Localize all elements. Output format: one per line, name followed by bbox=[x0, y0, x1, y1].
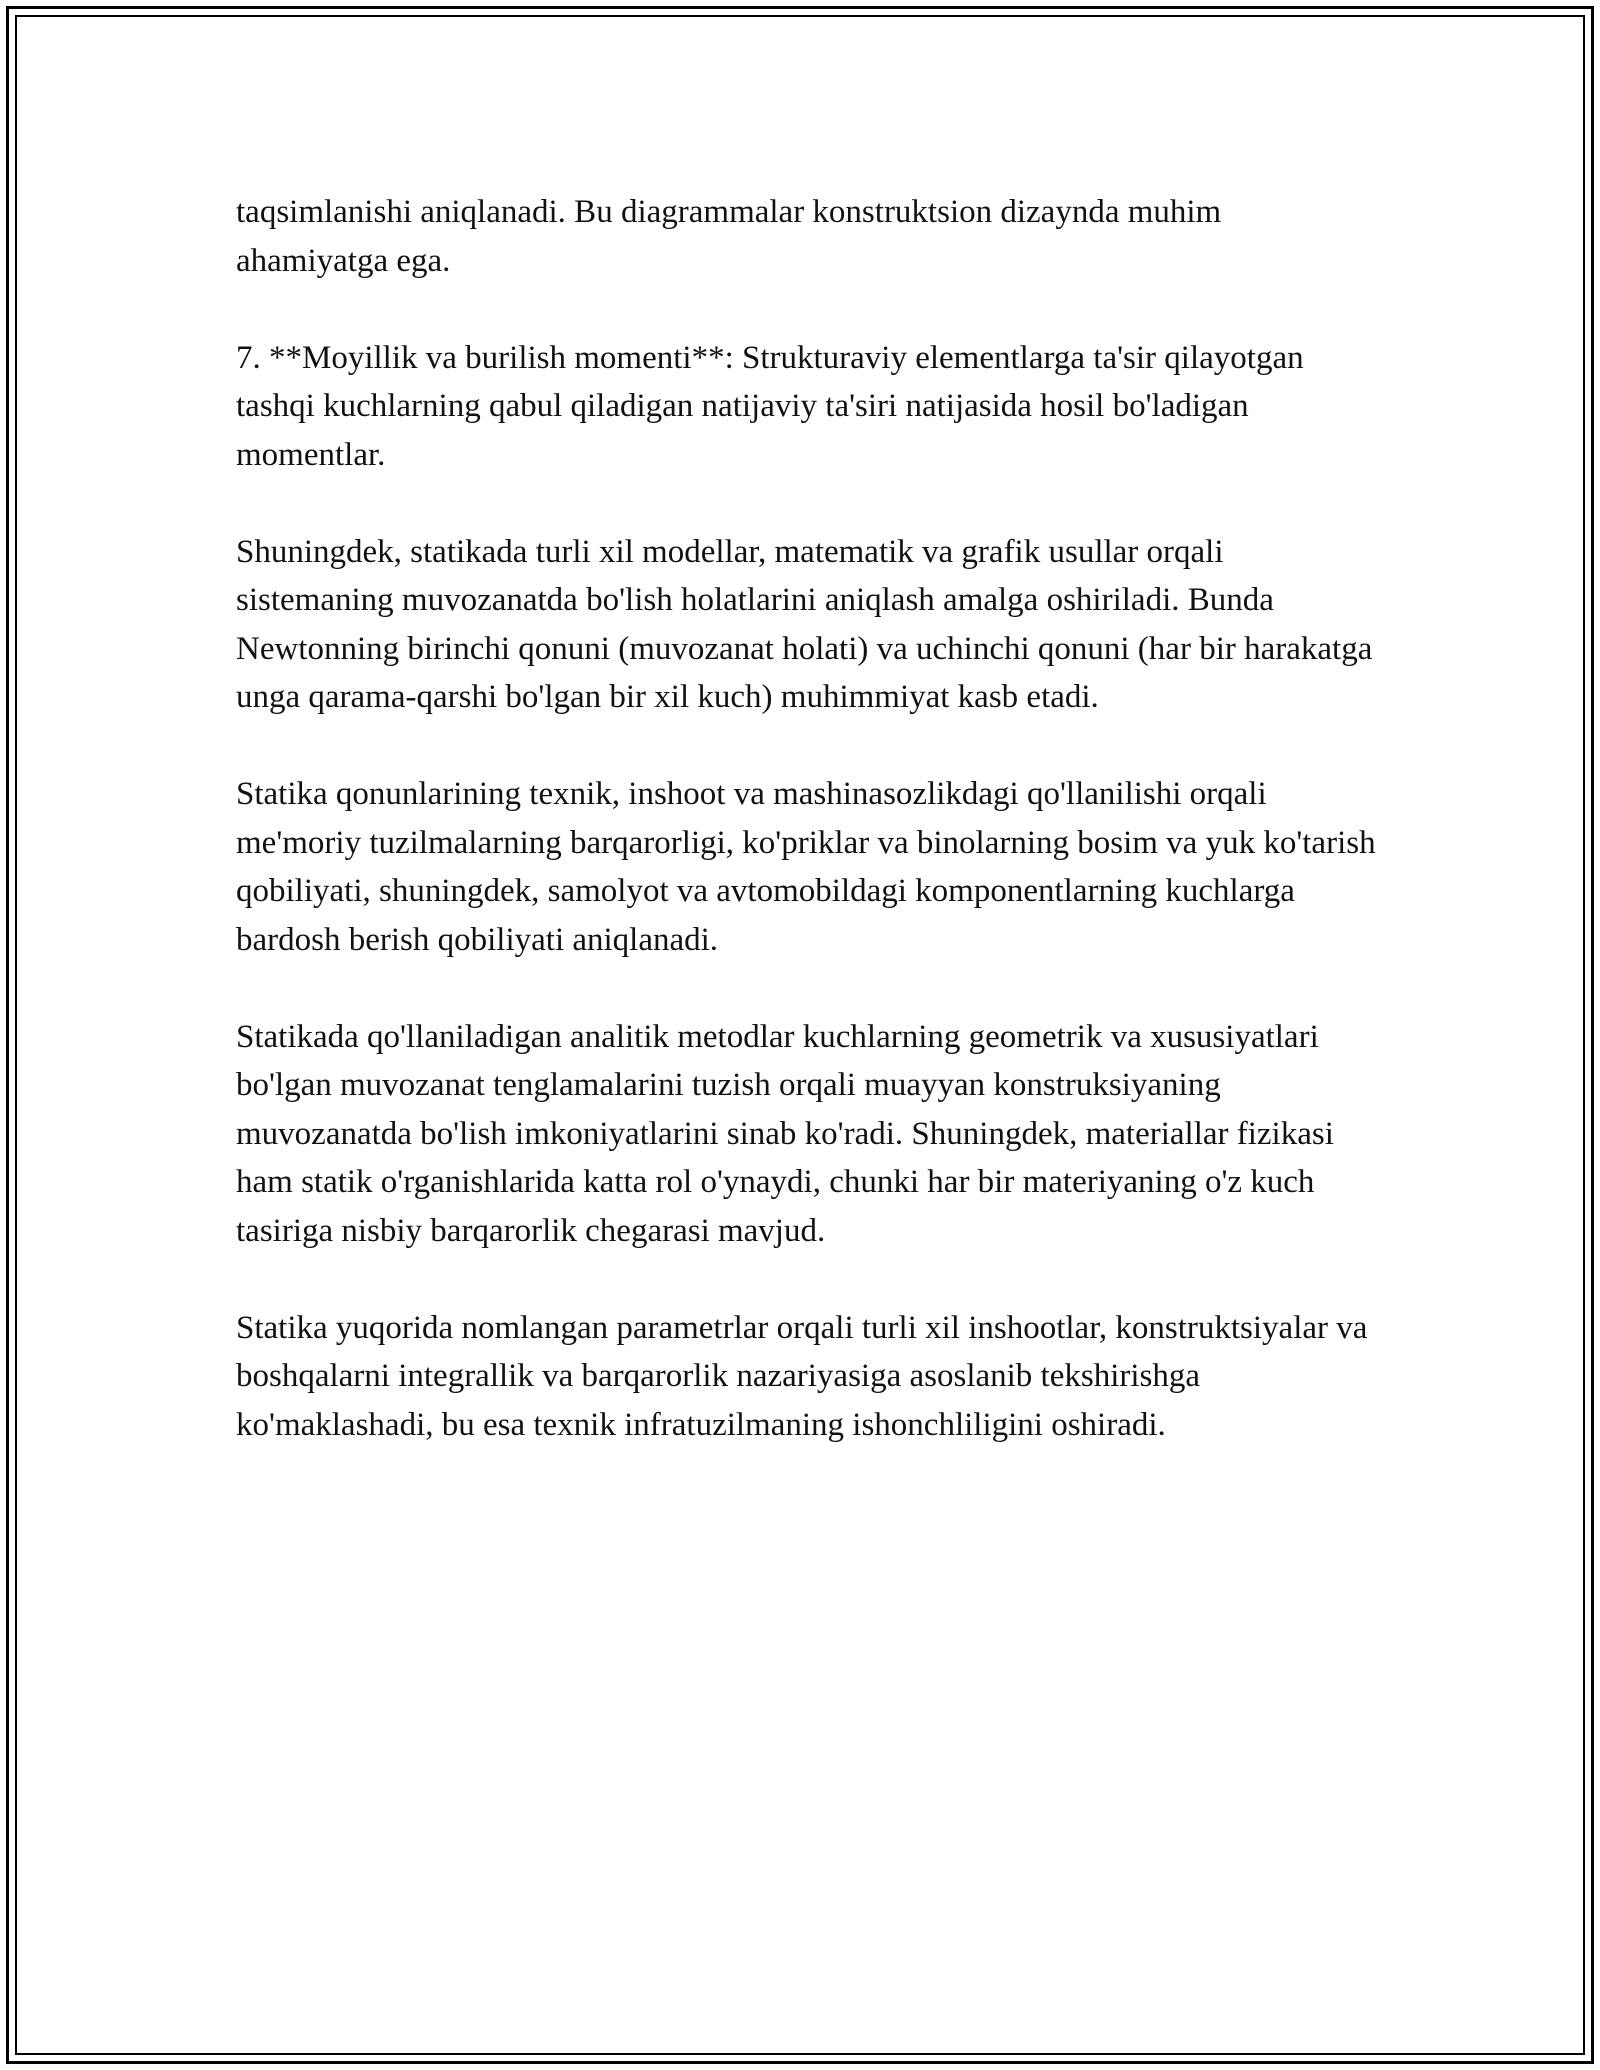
paragraph-6: Statika yuqorida nomlangan parametrlar orqali turli xil inshootlar, konstruktsiyalar va boshqalarni integrallik va barqarorlik nazariyasiga asoslanib tekshirishga ko'maklashadi, bu esa texnik infratuzilmaning ishonchliligini oshiradi. bbox=[236, 1309, 1368, 1443]
document-body bbox=[236, 188, 1378, 1498]
paragraph-5: Statikada qo'llaniladigan analitik metodlar kuchlarning geometrik va xususiyatlari bo'lgan muvozanat tenglamalarini tuzish orqali muayyan konstruksiyaning muvozanatda bo'lish imkoniyatlarini sinab ko'radi. Shuningdek, materiallar fizikasi ham statik o'rganishlarida katta rol o'ynaydi, chunki har bir materiyaning o'z kuch tasiriga nisbiy barqarorlik chegarasi mavjud. bbox=[236, 1018, 1334, 1249]
paragraph-2: 7. **Moyillik va burilish momenti**: Strukturaviy elementlarga ta'sir qilayotgan tashqi kuchlarning qabul qiladigan natijaviy ta'siri natijasida hosil bo'ladigan momentlar. bbox=[236, 339, 1304, 473]
paragraph-4: Statika qonunlarining texnik, inshoot va mashinasozlikdagi qo'llanilishi orqali me'moriy tuzilmalarning barqarorligi, ko'priklar va binolarning bosim va yuk ko'tarish qobiliyati, shuningdek, samolyot va avtomobildagi komponentlarning kuchlarga bardosh berish qobiliyati aniqlanadi. bbox=[236, 776, 1376, 958]
paragraph-1: taqsimlanishi aniqlanadi. Bu diagrammalar konstruktsion dizaynda muhim ahamiyatga ega. bbox=[236, 194, 1222, 279]
paragraph-3: Shuningdek, statikada turli xil modellar, matematik va grafik usullar orqali sistemaning muvozanatda bo'lish holatlarini aniqlash amalga oshiriladi. Bunda Newtonning birinchi qonuni (muvozanat holati) va uchinchi qonuni (har bir harakatga unga qarama-qarshi bo'lgan bir xil kuch) muhimmiyat kasb etadi. bbox=[236, 533, 1373, 715]
